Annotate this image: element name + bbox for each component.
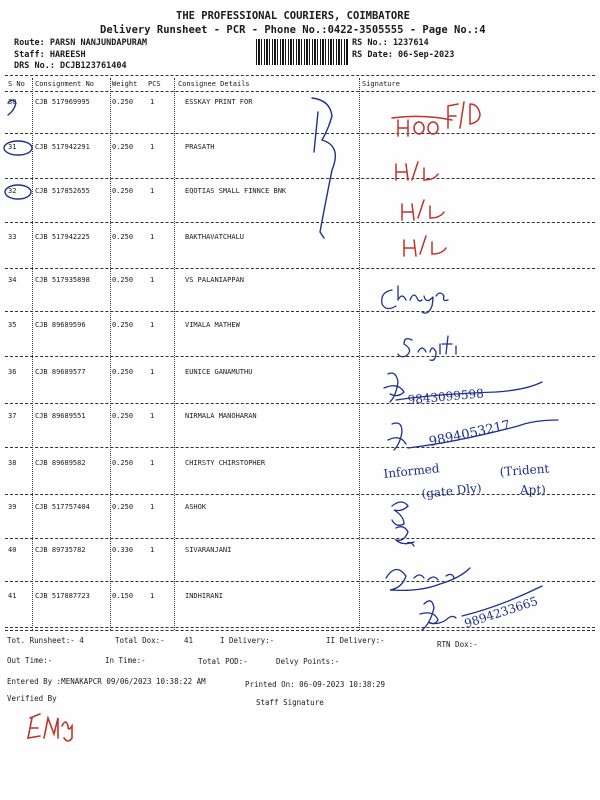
row-weight: 0.250: [112, 233, 134, 241]
row-pcs: 1: [150, 98, 155, 106]
handwritten-circle: [5, 185, 31, 199]
out-time: Out Time:-: [7, 656, 53, 665]
row-sno: 30: [8, 98, 17, 106]
row-sno: 37: [8, 412, 17, 420]
row-consignment: CJB 89689577: [35, 368, 86, 376]
row-sno: 40: [8, 546, 17, 554]
handwritten-check-mark: [8, 100, 16, 115]
row-consignment: CJB 89689596: [35, 321, 86, 329]
ii-delivery: II Delivery:-: [326, 636, 385, 645]
row-consignee: VS PALANIAPPAN: [185, 276, 245, 284]
row-weight: 0.250: [112, 321, 134, 329]
row-consignee: ESSKAY PRINT FOR: [185, 98, 253, 106]
row-sno: 31: [8, 143, 17, 151]
row-weight: 0.250: [112, 368, 134, 376]
row-pcs: 1: [150, 187, 155, 195]
signature-hoo-fd: [448, 102, 480, 128]
row-pcs: 1: [150, 546, 155, 554]
signature-hl: [402, 200, 444, 220]
row-pcs: 1: [150, 412, 155, 420]
signature-37: [388, 423, 406, 450]
row-consignment: CJB 89689582: [35, 459, 86, 467]
signature-dharani: [386, 568, 470, 590]
staff-label: Staff: HAREESH: [14, 50, 86, 60]
company-title: THE PROFESSIONAL COURIERS, COIMBATORE: [176, 10, 410, 22]
col-signature: Signature: [362, 80, 400, 88]
route-label: Route: PARSN NANJUNDAPURAM: [14, 38, 148, 48]
rs-number: RS No.: 1237614: [352, 38, 429, 48]
row-consignment: CJB 517935898: [35, 276, 90, 284]
handwritten-text-38c: (Trident: [499, 461, 550, 479]
row-consignee: SIVARANJANI: [185, 546, 232, 554]
signature-sagiti: [398, 336, 456, 360]
rtn-dox: RTN Dox:-: [437, 640, 478, 649]
row-consignment: CJB 517757404: [35, 503, 90, 511]
handwritten-bracket: [312, 98, 335, 238]
row-consignment: CJB 517887723: [35, 592, 90, 600]
row-consignee: INDHIRANI: [185, 592, 223, 600]
row-weight: 0.250: [112, 98, 134, 106]
row-pcs: 1: [150, 143, 155, 151]
row-sno: 33: [8, 233, 17, 241]
handwritten-text-38a: Informed: [382, 461, 441, 481]
signature-hoo-fd: [392, 116, 452, 136]
signature-41: [420, 601, 456, 630]
row-sno: 35: [8, 321, 17, 329]
col-pcs: PCS: [148, 80, 161, 88]
row-consignment: CJB 517942225: [35, 233, 90, 241]
row-sno: 36: [8, 368, 17, 376]
signature-36: [384, 373, 404, 402]
row-weight: 0.250: [112, 276, 134, 284]
col-sno: S No: [8, 80, 25, 88]
row-sno: 41: [8, 592, 17, 600]
row-consignee: ASHOK: [185, 503, 207, 511]
handwritten-circle: [4, 141, 32, 155]
row-consignment: CJB 89735782: [35, 546, 86, 554]
row-consignment: CJB 517942291: [35, 143, 90, 151]
row-weight: 0.250: [112, 412, 134, 420]
total-dox-label: Total Dox:-: [115, 636, 165, 645]
rs-date: RS Date: 06-Sep-2023: [352, 50, 455, 60]
drs-label: DRS No.: DCJB123761404: [14, 61, 127, 71]
signature-39: [392, 502, 414, 546]
staff-signature-label: Staff Signature: [256, 698, 324, 707]
row-weight: 0.250: [112, 503, 134, 511]
i-delivery: I Delivery:-: [220, 636, 275, 645]
row-pcs: 1: [150, 321, 155, 329]
row-consignee: EQOTIAS SMALL FINNCE BNK: [185, 187, 287, 195]
signature-hl: [404, 236, 446, 256]
row-consignee: NIRMALA MANOHARAN: [185, 412, 257, 420]
printed-on: Printed On: 06-09-2023 10:38:29: [245, 680, 385, 689]
row-weight: 0.150: [112, 592, 134, 600]
row-consignee: EUNICE GANAMUTHU: [185, 368, 253, 376]
total-pod: Total POD:-: [198, 657, 248, 666]
total-dox-value: 41: [184, 636, 194, 645]
row-sno: 38: [8, 459, 17, 467]
row-pcs: 1: [150, 592, 155, 600]
row-pcs: 1: [150, 368, 155, 376]
row-consignment: CJB 517852655: [35, 187, 90, 195]
row-weight: 0.250: [112, 143, 134, 151]
handwritten-text-37: 9894053217: [427, 418, 512, 450]
signature-chanya: [382, 286, 448, 313]
row-pcs: 1: [150, 503, 155, 511]
handwritten-text-41: 9894233665: [462, 593, 540, 631]
row-sno: 39: [8, 503, 17, 511]
total-runsheet: Tot. Runsheet:- 4: [7, 636, 84, 645]
row-consignee: CHIRSTY CHIRSTOPHER: [185, 459, 266, 467]
row-weight: 0.330: [112, 546, 134, 554]
row-sno: 32: [8, 187, 17, 195]
handwritten-bracket: [314, 112, 318, 152]
row-pcs: 1: [150, 276, 155, 284]
row-pcs: 1: [150, 459, 155, 467]
row-sno: 34: [8, 276, 17, 284]
row-pcs: 1: [150, 233, 155, 241]
row-consignee: PRASATH: [185, 143, 215, 151]
in-time: In Time:-: [105, 656, 146, 665]
col-consignee: Consignee Details: [178, 80, 250, 88]
delvy-points: Delvy Points:-: [276, 657, 340, 666]
col-weight: Weight: [112, 80, 138, 88]
row-consignee: VIMALA MATHEW: [185, 321, 240, 329]
entered-by: Entered By :MENAKAPCR 09/06/2023 10:38:22 AM: [7, 677, 206, 686]
handwritten-text-38d: Apt): [520, 483, 546, 497]
handwritten-text-38b: (gate Dly): [420, 480, 483, 501]
row-consignee: BAKTHAVATCHALU: [185, 233, 245, 241]
row-weight: 0.250: [112, 459, 134, 467]
runsheet-subtitle: Delivery Runsheet - PCR - Phone No.:0422-3505555 - Page No.:4: [100, 24, 486, 36]
verified-by-signature: [28, 714, 72, 741]
signature-hl: [396, 162, 438, 180]
row-consignment: CJB 89689551: [35, 412, 86, 420]
row-weight: 0.250: [112, 187, 134, 195]
row-consignment: CJB 517969995: [35, 98, 90, 106]
col-consignment: Consignment No: [35, 80, 95, 88]
verified-by: Verified By: [7, 694, 57, 703]
handwritten-text-36: 9843099598: [407, 386, 485, 407]
